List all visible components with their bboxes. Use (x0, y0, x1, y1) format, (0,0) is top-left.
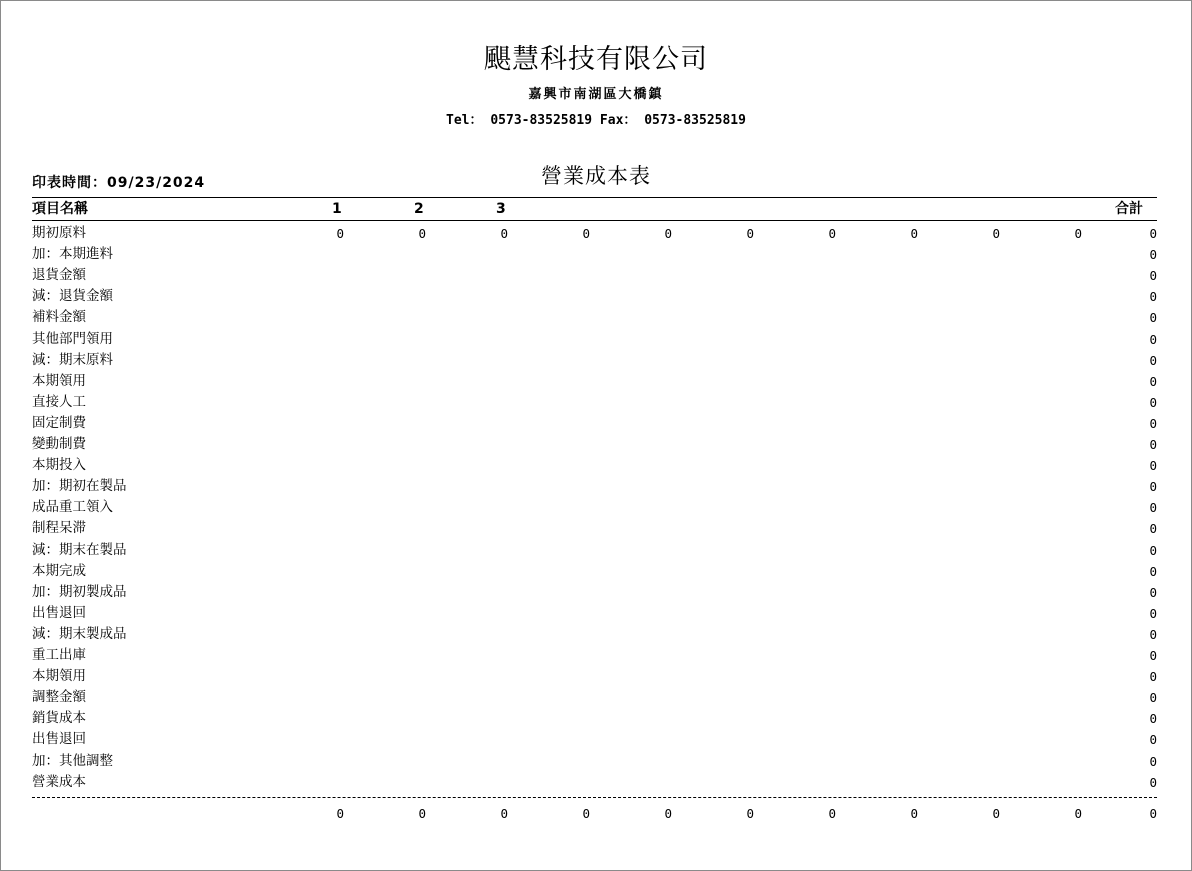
table-row (1, 729, 1192, 750)
row-total: 0 (1149, 226, 1157, 241)
row-total: 0 (1149, 247, 1157, 263)
footer-row (1, 803, 1192, 824)
col-header-item-name: 項目名稱 (32, 201, 88, 217)
row-item-name: 調整金額 (32, 689, 86, 706)
row-total: 0 (1149, 394, 1157, 410)
table-row (1, 244, 1192, 265)
footer-value-col-5: 0 (664, 806, 672, 821)
row-value-col-3: 0 (500, 226, 508, 241)
row-total: 0 (1149, 521, 1157, 537)
row-total: 0 (1149, 690, 1157, 706)
col-header-2: 2 (414, 201, 424, 217)
row-total: 0 (1149, 458, 1157, 474)
table-row (1, 687, 1192, 708)
row-total: 0 (1149, 415, 1157, 431)
row-item-name: 固定制費 (32, 414, 86, 431)
footer-value-col-2: 0 (418, 806, 426, 821)
header-rule-bottom (32, 220, 1157, 221)
row-item-name: 加：其他調整 (32, 752, 113, 769)
row-value-col-1: 0 (336, 226, 344, 241)
col-header-1: 1 (332, 201, 342, 217)
table-row (1, 329, 1192, 350)
row-item-name: 減：期末原料 (32, 351, 113, 368)
row-total: 0 (1149, 648, 1157, 663)
print-time: 印表時間：09/23/2024 (32, 175, 206, 191)
row-item-name: 其他部門領用 (32, 330, 113, 347)
row-value-col-5: 0 (664, 226, 672, 241)
table-row (1, 497, 1192, 518)
row-total: 0 (1149, 479, 1157, 495)
row-item-name: 營業成本 (32, 773, 86, 790)
row-total: 0 (1149, 563, 1157, 579)
row-item-name: 變動制費 (32, 436, 86, 452)
table-row (1, 434, 1192, 455)
row-total: 0 (1149, 732, 1157, 748)
row-item-name: 本期領用 (32, 372, 86, 389)
row-item-name: 本期領用 (32, 668, 86, 685)
row-value-col-8: 0 (910, 226, 918, 241)
row-value-col-9: 0 (992, 226, 1000, 241)
row-item-name: 銷貨成本 (32, 710, 86, 727)
footer-grand-total: 0 (1149, 806, 1157, 821)
row-item-name: 重工出庫 (32, 647, 86, 663)
table-row (1, 540, 1192, 561)
row-total: 0 (1149, 352, 1157, 368)
row-item-name: 成品重工領入 (32, 499, 113, 516)
table-row (1, 371, 1192, 392)
row-item-name: 加：期初製成品 (32, 583, 127, 600)
header-rule-top (32, 197, 1157, 198)
footer-value-col-4: 0 (582, 806, 590, 821)
row-value-col-10: 0 (1074, 226, 1082, 241)
table-row (1, 772, 1192, 793)
row-value-col-2: 0 (418, 226, 426, 241)
company-contact: Tel： 0573-83525819 Fax： 0573-83525819 (446, 113, 746, 128)
table-row (1, 307, 1192, 328)
table-row (1, 645, 1192, 666)
row-item-name: 本期完成 (32, 562, 86, 579)
table-row (1, 518, 1192, 539)
row-total: 0 (1149, 268, 1157, 284)
row-item-name: 補料金額 (32, 309, 86, 326)
table-row (1, 624, 1192, 645)
row-value-col-6: 0 (746, 226, 754, 241)
col-header-3: 3 (496, 201, 506, 217)
table-row (1, 286, 1192, 307)
table-row (1, 223, 1192, 244)
table-row (1, 603, 1192, 624)
table-row (1, 582, 1192, 603)
footer-value-col-9: 0 (992, 806, 1000, 821)
footer-value-col-7: 0 (828, 806, 836, 821)
table-row (1, 413, 1192, 434)
table-row (1, 476, 1192, 497)
row-total: 0 (1149, 605, 1157, 621)
row-total: 0 (1149, 310, 1157, 326)
company-address: 嘉興市南湖區大橋鎮 (528, 87, 664, 102)
row-value-col-4: 0 (582, 226, 590, 241)
report-title: 營業成本表 (541, 164, 651, 188)
row-total: 0 (1149, 437, 1157, 452)
footer-dashed-rule (32, 797, 1157, 798)
row-item-name: 減：期末在製品 (32, 541, 127, 558)
company-name: 颶慧科技有限公司 (484, 44, 708, 75)
row-total: 0 (1149, 542, 1157, 558)
table-row (1, 666, 1192, 687)
row-item-name: 退貨金額 (32, 267, 86, 284)
row-item-name: 減：退貨金額 (32, 288, 113, 305)
row-item-name: 期初原料 (32, 225, 86, 241)
row-item-name: 出售退回 (32, 604, 86, 621)
row-total: 0 (1149, 500, 1157, 516)
row-total: 0 (1149, 711, 1157, 727)
row-value-col-7: 0 (828, 226, 836, 241)
col-header-total: 合計 (1115, 201, 1143, 217)
row-item-name: 直接人工 (32, 393, 86, 410)
table-row (1, 708, 1192, 729)
row-total: 0 (1149, 669, 1157, 685)
row-item-name: 減：期末製成品 (32, 625, 127, 642)
row-total: 0 (1149, 289, 1157, 305)
footer-value-col-8: 0 (910, 806, 918, 821)
row-total: 0 (1149, 373, 1157, 389)
row-total: 0 (1149, 774, 1157, 790)
row-total: 0 (1149, 584, 1157, 600)
row-item-name: 制程呆滞 (32, 520, 86, 537)
table-row (1, 751, 1192, 772)
footer-value-col-6: 0 (746, 806, 754, 821)
table-row (1, 455, 1192, 476)
footer-value-col-3: 0 (500, 806, 508, 821)
row-item-name: 加：本期進料 (32, 246, 113, 263)
row-item-name: 出售退回 (32, 731, 86, 748)
row-total: 0 (1149, 753, 1157, 769)
footer-value-col-10: 0 (1074, 806, 1082, 821)
table-row (1, 561, 1192, 582)
row-total: 0 (1149, 626, 1157, 642)
row-total: 0 (1149, 331, 1157, 347)
footer-value-col-1: 0 (336, 806, 344, 821)
row-item-name: 本期投入 (32, 457, 86, 474)
table-row (1, 392, 1192, 413)
table-row (1, 350, 1192, 371)
row-item-name: 加：期初在製品 (32, 478, 127, 495)
table-row (1, 265, 1192, 286)
